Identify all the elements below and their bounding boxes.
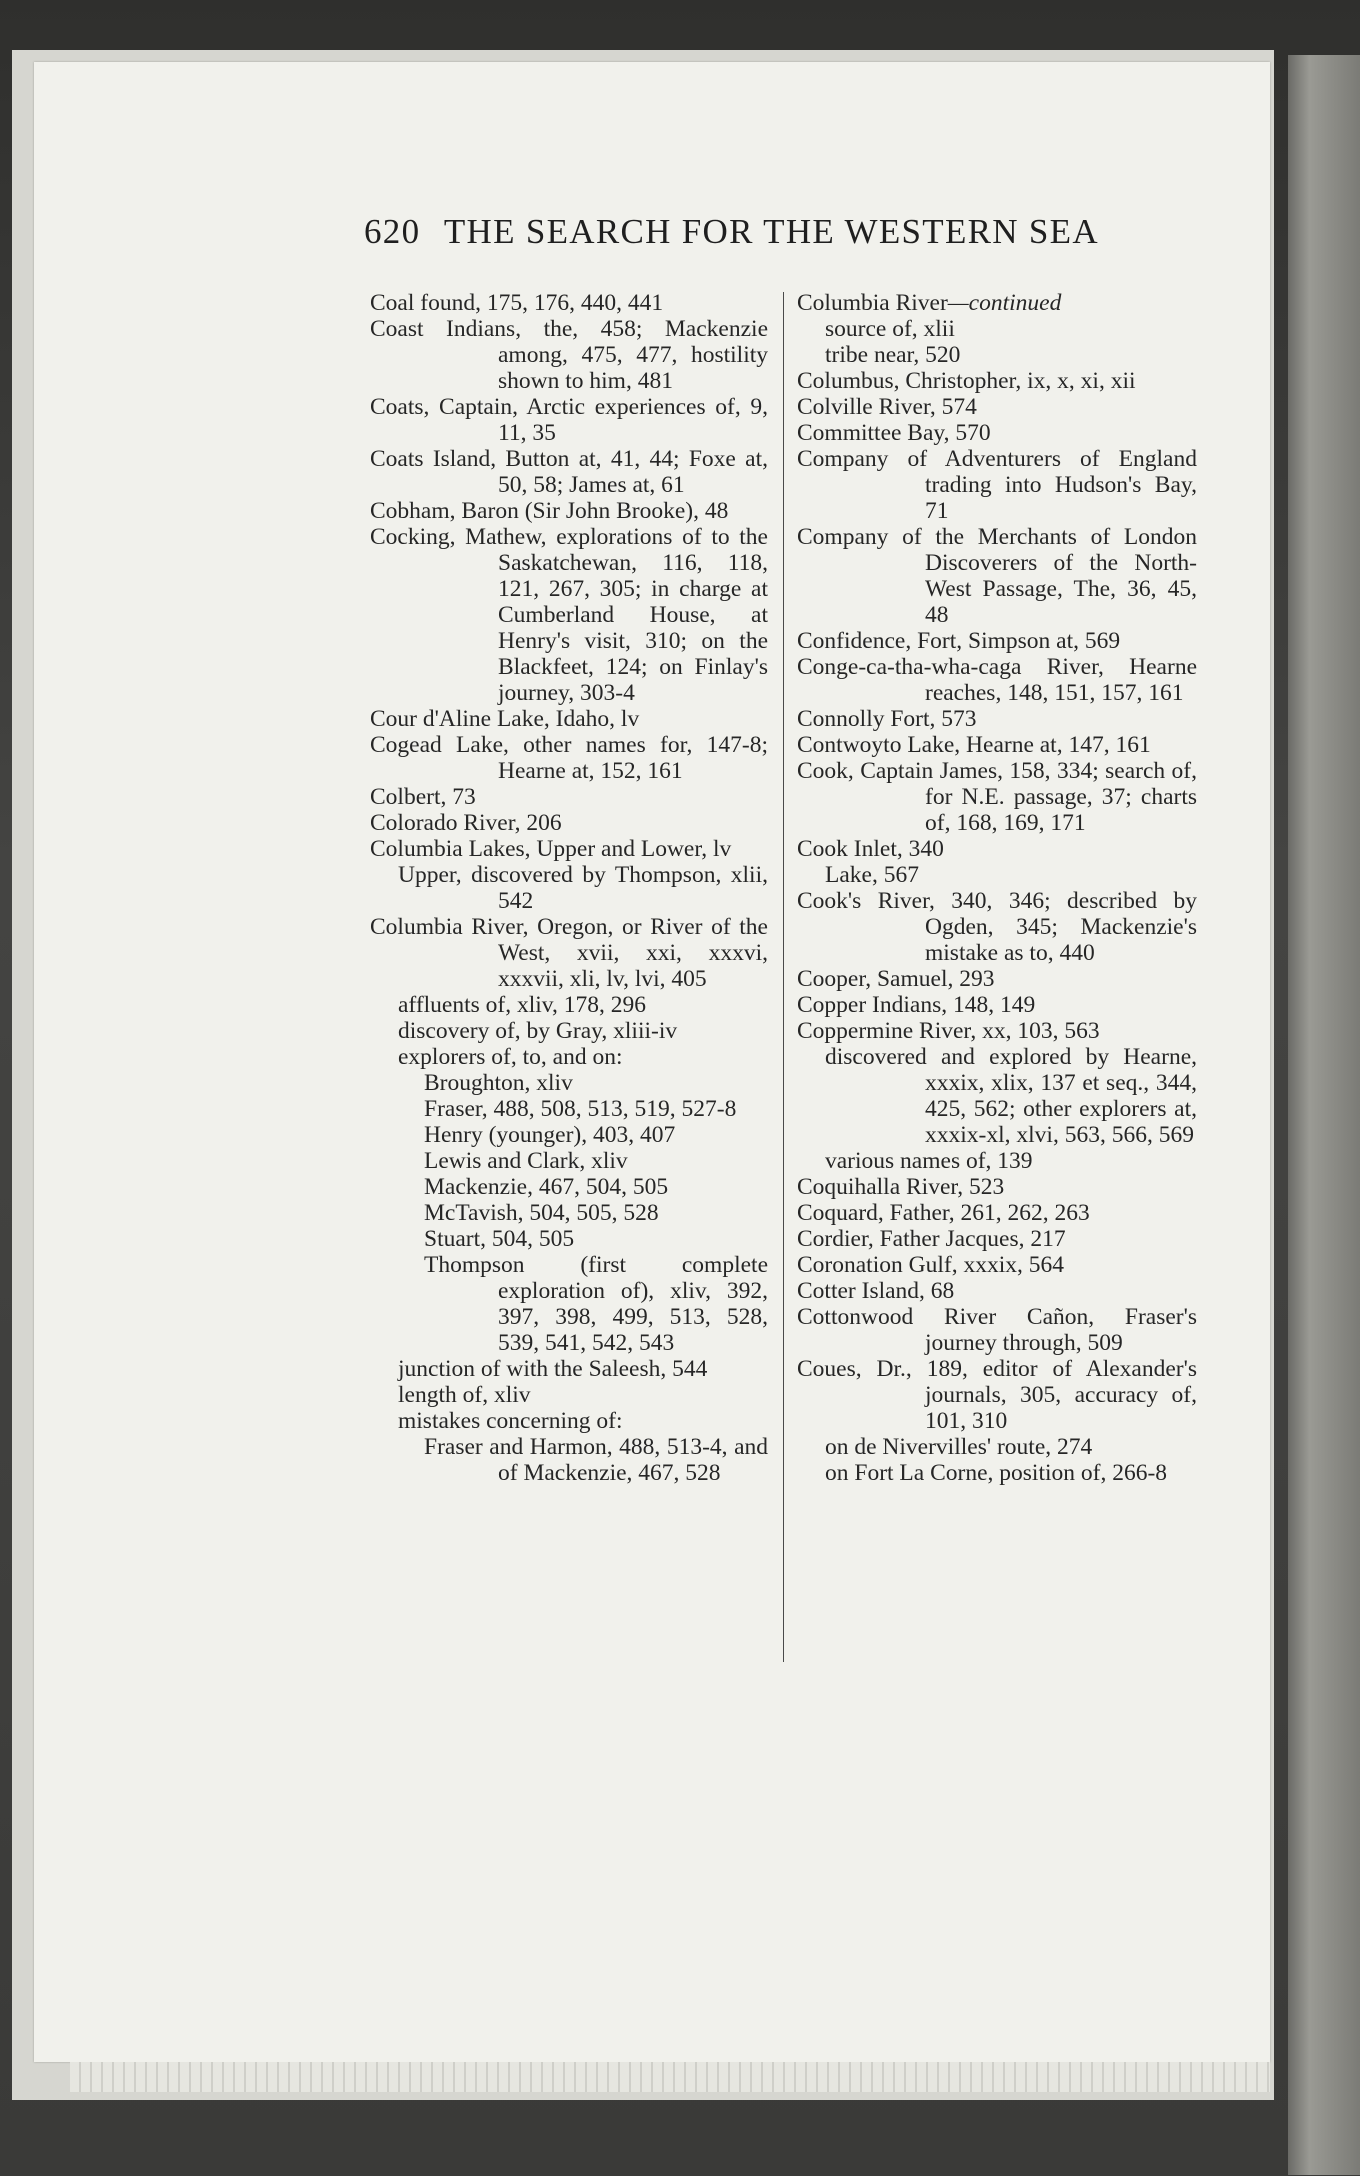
index-subentry: Lewis and Clark, xliv bbox=[424, 1148, 628, 1174]
index-entry: Coues, Dr., 189, editor of Alexander's journals, 305, accuracy of, 101, 310 bbox=[797, 1356, 1197, 1434]
index-entry: Copper Indians, 148, 149 bbox=[797, 992, 1036, 1018]
page-bottom-edges bbox=[70, 2062, 1270, 2092]
index-subentry: Lake, 567 bbox=[825, 862, 919, 888]
index-entry: Cook Inlet, 340 bbox=[797, 836, 944, 862]
right-column-entries bbox=[797, 316, 1197, 1486]
index-entry: Conge-ca-tha-wha-caga River, Hearne reaches, 148, 151, 157, 161 bbox=[797, 654, 1197, 706]
index-entry: Committee Bay, 570 bbox=[797, 420, 991, 446]
index-entry: Colbert, 73 bbox=[370, 784, 476, 810]
index-entry: Contwoyto Lake, Hearne at, 147, 161 bbox=[797, 732, 1151, 758]
index-entry: Cook, Captain James, 158, 334; search of, for N.E. passage, 37; charts of, 168, 169, 171 bbox=[797, 758, 1197, 836]
index-entry: Cocking, Mathew, explorations of to the Saskatchewan, 116, 118, 121, 267, 305; in charge at Cumberland House, at Henry's visit, 310; on the Blackfeet, 124; on Finlay's journey, 303-4 bbox=[370, 524, 768, 706]
running-title: THE SEARCH FOR THE WESTERN SEA bbox=[443, 212, 1099, 251]
continued-heading: Columbia River—continued bbox=[797, 290, 1062, 316]
index-subentry: Fraser, 488, 508, 513, 519, 527-8 bbox=[424, 1096, 737, 1122]
index-entry: Company of Adventurers of England trading into Hudson's Bay, 71 bbox=[797, 446, 1197, 524]
running-header bbox=[364, 212, 1184, 252]
index-entry: Colville River, 574 bbox=[797, 394, 977, 420]
index-entry: Cour d'Aline Lake, Idaho, lv bbox=[370, 706, 640, 732]
index-entry: Coronation Gulf, xxxix, 564 bbox=[797, 1252, 1064, 1278]
index-subentry: Henry (younger), 403, 407 bbox=[424, 1122, 676, 1148]
index-subentry: Broughton, xliv bbox=[424, 1070, 573, 1096]
index-subentry: tribe near, 520 bbox=[825, 342, 961, 368]
index-subentry: Stuart, 504, 505 bbox=[424, 1226, 575, 1252]
index-entry: Cottonwood River Cañon, Fraser's journey through, 509 bbox=[797, 1304, 1197, 1356]
index-column-left bbox=[370, 290, 768, 1486]
index-subentry: discovered and explored by Hearne, xxxix, xlix, 137 et seq., 344, 425, 562; other explorers at, xxxix-xl, xlvi, 563, 566, 569 bbox=[825, 1044, 1197, 1148]
index-entry: Cogead Lake, other names for, 147-8; Hearne at, 152, 161 bbox=[370, 732, 768, 784]
index-entry: Coquard, Father, 261, 262, 263 bbox=[797, 1200, 1090, 1226]
index-entry: Cotter Island, 68 bbox=[797, 1278, 955, 1304]
index-subentry: Fraser and Harmon, 488, 513-4, and of Mackenzie, 467, 528 bbox=[424, 1434, 768, 1486]
index-entry: Cobham, Baron (Sir John Brooke), 48 bbox=[370, 498, 729, 524]
index-subentry: explorers of, to, and on: bbox=[398, 1044, 623, 1070]
index-subentry: discovery of, by Gray, xliii-iv bbox=[398, 1018, 678, 1044]
index-entry: Columbus, Christopher, ix, x, xi, xii bbox=[797, 368, 1136, 394]
index-entry: Colorado River, 206 bbox=[370, 810, 562, 836]
book-spine-edge bbox=[1288, 55, 1360, 2175]
index-subentry: McTavish, 504, 505, 528 bbox=[424, 1200, 659, 1226]
page-number: 620 bbox=[364, 212, 421, 251]
index-entry: Company of the Merchants of London Discoverers of the North-West Passage, The, 36, 45, 48 bbox=[797, 524, 1197, 628]
index-subentry: junction of with the Saleesh, 544 bbox=[398, 1356, 708, 1382]
index-entry: Coquihalla River, 523 bbox=[797, 1174, 1005, 1200]
index-subentry: on de Nivervilles' route, 274 bbox=[825, 1434, 1093, 1460]
index-subentry: various names of, 139 bbox=[825, 1148, 1033, 1174]
index-entry: Columbia River, Oregon, or River of the West, xvii, xxi, xxxvi, xxxvii, xli, lv, lvi, 405 bbox=[370, 914, 768, 992]
index-entry: Cordier, Father Jacques, 217 bbox=[797, 1226, 1066, 1252]
index-subentry: Upper, discovered by Thompson, xlii, 542 bbox=[398, 862, 768, 914]
index-entry: Coast Indians, the, 458; Mackenzie among, 475, 477, hostility shown to him, 481 bbox=[370, 316, 768, 394]
index-entry: Cooper, Samuel, 293 bbox=[797, 966, 995, 992]
index-subentry: source of, xlii bbox=[825, 316, 955, 342]
index-entry: Columbia Lakes, Upper and Lower, lv bbox=[370, 836, 732, 862]
index-subentry: length of, xliv bbox=[398, 1382, 531, 1408]
index-subentry: affluents of, xliv, 178, 296 bbox=[398, 992, 647, 1018]
index-entry: Coats, Captain, Arctic experiences of, 9, 11, 35 bbox=[370, 394, 768, 446]
index-entry: Cook's River, 340, 346; described by Ogden, 345; Mackenzie's mistake as to, 440 bbox=[797, 888, 1197, 966]
index-subentry: on Fort La Corne, position of, 266-8 bbox=[825, 1460, 1168, 1486]
index-entry: Coppermine River, xx, 103, 563 bbox=[797, 1018, 1100, 1044]
index-entry: Coats Island, Button at, 41, 44; Foxe at, 50, 58; James at, 61 bbox=[370, 446, 768, 498]
index-subentry: mistakes concerning of: bbox=[398, 1408, 623, 1434]
index-subentry: Thompson (first complete exploration of), xliv, 392, 397, 398, 499, 513, 528, 539, 541, 542, 543 bbox=[424, 1252, 768, 1356]
index-entry: Connolly Fort, 573 bbox=[797, 706, 977, 732]
index-entry: Coal found, 175, 176, 440, 441 bbox=[370, 290, 664, 316]
column-divider bbox=[783, 292, 784, 1662]
index-entry: Confidence, Fort, Simpson at, 569 bbox=[797, 628, 1121, 654]
index-column-right bbox=[797, 290, 1197, 1486]
index-subentry: Mackenzie, 467, 504, 505 bbox=[424, 1174, 669, 1200]
